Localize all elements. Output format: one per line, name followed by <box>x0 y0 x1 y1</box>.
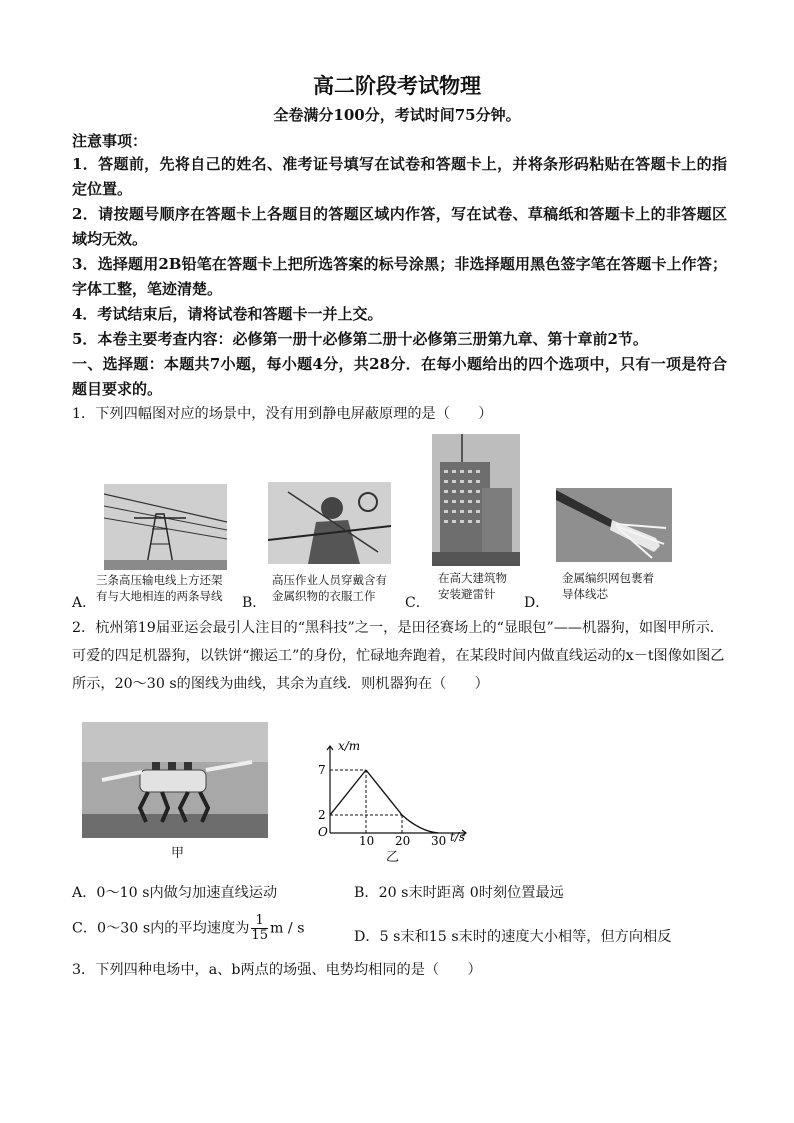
exam-subtitle: 全卷满分100分，考试时间75分钟。 <box>273 106 521 124</box>
caption-d-line2: 导体线芯 <box>562 587 608 601</box>
option-d-letter: D． <box>524 595 550 611</box>
q2-option-c-text: C．0～30 s内的平均速度为 <box>72 920 250 937</box>
caption-c-line1: 在高大建筑物 <box>438 571 507 585</box>
option-b-letter: B． <box>242 595 267 611</box>
figure-yi-label: 乙 <box>386 850 400 865</box>
notice-item-4: 4．考试结束后，请将试卷和答题卡一并上交。 <box>72 305 383 323</box>
fraction <box>251 914 268 943</box>
q2-option-a: A．0～10 s内做匀加速直线运动 <box>72 885 278 901</box>
x-axis-label: t/s <box>450 830 466 844</box>
option-c-letter: C． <box>405 595 430 611</box>
robot-dog-photo <box>82 722 268 838</box>
notice-item-3: 3．选择题用2B铅笔在答题卡上把所选答案的标号涂黑；非选择题用黑色签字笔在答题卡上作答；字体工整，笔迹清楚。 <box>72 255 727 298</box>
q2-option-c <box>72 914 305 943</box>
question-1-stem: 1．下列四幅图对应的场景中，没有用到静电屏蔽原理的是（ ） <box>72 406 493 422</box>
notice-item-1: 1．答题前，先将自己的姓名、准考证号填写在试卷和答题卡上，并将条形码粘贴在答题卡上的指定位置。 <box>72 155 727 198</box>
y-axis-label: x/m <box>338 739 361 753</box>
notice-item-5: 5．本卷主要考查内容：必修第一册十必修第二册十必修第三册第九章、第十章前2节。 <box>72 330 648 348</box>
x-t-graph <box>310 738 480 846</box>
x-tick-label: 10 <box>359 834 375 846</box>
caption-b-line1: 高压作业人员穿戴含有 <box>272 573 387 587</box>
notice-item-2: 2．请按题号顺序在答题卡上各题目的答题区域内作答，写在试卷、草稿纸和答题卡上的非答题区域均无效。 <box>72 205 727 248</box>
y-tick-label: 7 <box>318 763 326 777</box>
graph-segment-rise <box>330 770 366 815</box>
section-heading: 一、选择题：本题共7小题，每小题4分，共28分．在每小题给出的四个选项中，只有一项是符合题目要求的。 <box>72 355 727 398</box>
graph-segment-curve <box>402 815 438 833</box>
caption-b-line2: 金属织物的衣服工作 <box>272 589 376 603</box>
caption-a-line2: 有与大地相连的两条导线 <box>96 589 223 603</box>
building-photo <box>432 434 520 566</box>
notice-heading: 注意事项： <box>72 132 148 150</box>
question-3-stem: 3．下列四种电场中，a、b两点的场强、电势均相同的是（ ） <box>72 962 482 978</box>
origin-label: O <box>318 825 328 839</box>
figure-jia-label: 甲 <box>171 846 185 861</box>
caption-a-line1: 三条高压输电线上方还架 <box>96 573 223 587</box>
option-a-letter: A． <box>72 595 97 611</box>
fraction-numerator: 1 <box>251 914 268 929</box>
q2-option-c-unit: m / s <box>269 920 305 937</box>
fraction-denominator: 15 <box>251 928 268 943</box>
q2-option-d: D．5 s末和15 s末时的速度大小相等，但方向相反 <box>354 929 672 945</box>
page-title: 高二阶段考试物理 <box>313 73 481 98</box>
question-2-stem: 2．杭州第19届亚运会最引人注目的“黑科技”之一，是田径赛场上的“显眼包”——机器狗，如图甲所示．可爱的四足机器狗，以铁饼“搬运工”的身份，忙碌地奔跑着，在某段时间内做直线运动的x－t图像如图乙所示，20～30 s的图线为曲线，其余为直线．则机器狗在（ ） <box>72 620 725 692</box>
caption-d-line1: 金属编织网包裹着 <box>562 571 654 585</box>
caption-c-line2: 安装避雷针 <box>438 587 496 601</box>
lineworker-photo <box>268 482 391 564</box>
power-line-photo <box>104 484 227 570</box>
x-tick-label: 20 <box>395 834 411 846</box>
q2-option-b: B．20 s末时距离 0时刻位置最远 <box>354 885 564 901</box>
x-tick-label: 30 <box>431 834 447 846</box>
braided-cable-photo <box>556 488 672 562</box>
graph-segment-fall <box>366 770 402 815</box>
y-tick-label: 2 <box>318 808 326 822</box>
